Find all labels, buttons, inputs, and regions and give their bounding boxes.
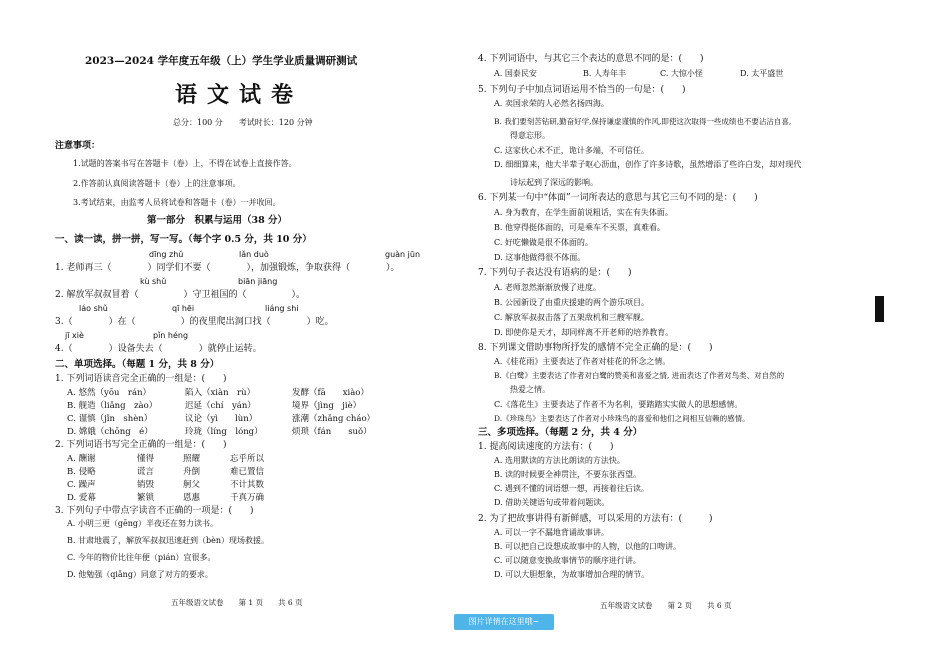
- mc1-option: 议论（yì lùn）: [185, 414, 258, 424]
- m2-option: C. 可以随意变换故事情节的顺序进行讲。: [494, 556, 641, 565]
- pinyin: láo shǔ: [79, 304, 108, 313]
- exam-title: 语文试卷: [175, 82, 304, 108]
- q4-question: 4. 下列词语中，与其它三个表达的意思不同的是：( ): [478, 54, 704, 64]
- mc2-option: 懂得: [137, 454, 155, 464]
- mc1-option: 玲珑（líng lóng）: [185, 427, 263, 437]
- mc1-option: 发酵（fā xiào）: [292, 388, 369, 398]
- image-details-banner[interactable]: 图片详情在这里哦~: [454, 614, 554, 630]
- q6-option: A. 身为教育，在学生面前说粗话，实在有失体面。: [494, 208, 673, 217]
- m1-question: 1. 提高阅读速度的方法有：( ): [478, 442, 614, 452]
- mc1-option: 涨潮（zhǎng cháo）: [292, 414, 376, 424]
- score-info: 总分：100 分 考试时长：120 分钟: [173, 118, 313, 127]
- mc2-option: 谎言: [137, 467, 155, 477]
- mc1-question: 1. 下列词语读音完全正确的一组是：( ): [55, 374, 227, 384]
- mc1-option: B. 舰造（liǎng zào）: [67, 401, 158, 411]
- q4-option: A. 国泰民安: [494, 69, 537, 78]
- mc2-option: B. 侵略: [67, 467, 96, 477]
- q5-option-cont: 得意忘形。: [510, 131, 550, 140]
- q5-option: D. 细细算来，他大半辈子呕心沥血，创作了许多诗歌，虽然增添了些许白发，却对现代: [494, 160, 802, 169]
- exam-page-2: [478, 0, 878, 672]
- pinyin: qī hēi: [172, 304, 195, 313]
- notes-title: 注意事项：: [55, 141, 101, 151]
- note-2: 2.作答前认真阅读答题卡（卷）上的注意事项。: [73, 179, 241, 188]
- q7-option: C. 解放军叔叔击落了五架敌机和三艘军舰。: [494, 313, 649, 322]
- mc1-option: 迟延（chí yán）: [185, 401, 256, 411]
- q6-option: D. 这事他做得很不体面。: [494, 253, 586, 262]
- note-3: 3.考试结束，由监考人员将试卷和答题卡（卷）一并收回。: [73, 198, 281, 207]
- pinyin: biān jiāng: [238, 277, 278, 286]
- pinyin: dīng zhǔ: [149, 250, 184, 259]
- q7-question: 7. 下列句子表达没有语病的是：( ): [478, 268, 632, 278]
- pinyin: guàn jūn: [385, 250, 421, 259]
- mc2-option: A. 酬谢: [67, 454, 96, 464]
- mc2-option: 繁锁: [137, 493, 155, 503]
- q8-option: B.《白鹭》主要表达了作者对白鹭的赞美和喜爱之情, 进而表达了作者对鸟类、对自然的: [494, 371, 785, 380]
- m2-question: 2. 为了把故事讲得有新鲜感，可以采用的方法有：( ): [478, 514, 713, 524]
- mc1-option: 陷入（xiàn rù）: [185, 388, 256, 398]
- section1-title: 一、读一读，拼一拼，写一写。（每个字 0.5 分，共 10 分）: [55, 234, 312, 245]
- q2-fill: 2. 解放军叔叔冒着（ ）守卫祖国的（ ）。: [55, 290, 305, 300]
- q5-option-cont: 诗坛起到了深远的影响。: [510, 178, 598, 187]
- exam-header: 2023—2024 学年度五年级（上）学生学业质量调研测试: [85, 55, 358, 67]
- q1-fill: 1. 老师再三（ ）同学们不要（ ），加强锻炼，争取获得（ ）。: [55, 263, 400, 273]
- m1-option: B. 读的时候要全神贯注，不要东张西望。: [494, 470, 641, 479]
- exam-page-1: [55, 0, 450, 672]
- mc1-option: C. 谨慎（jǐn shèn）: [67, 414, 153, 424]
- q6-question: 6. 下列某一句中“体面”一词所表达的意思与其它三句不同的是：( ): [478, 193, 758, 203]
- mc3-option: D. 他勉强（qiǎng）同意了对方的要求。: [67, 570, 213, 579]
- mc2-option: 舸父: [183, 480, 201, 490]
- q7-option: B. 公园新设了由重庆援建的两个游乐项目。: [494, 298, 649, 307]
- q3-fill: 3.（ ）在（ ）的夜里爬出洞口找（ ）吃。: [55, 317, 334, 327]
- mc1-option: 境界（jìng jiè）: [292, 401, 362, 411]
- q8-question: 8. 下列课文借助事物所抒发的感情不完全正确的是：( ): [478, 343, 713, 353]
- q5-option: C. 这家伙心术不正，诡计多端，不可信任。: [494, 146, 649, 155]
- pinyin: liáng shi: [265, 304, 299, 313]
- q7-option: D. 即使你是天才，却同样离不开老师的培养教育。: [494, 328, 674, 337]
- mc1-option: D. 嫦娥（chōng é）: [67, 427, 153, 437]
- q4-option: D. 太平盛世: [740, 69, 784, 78]
- section3-title: 三、多项选择。（每题 2 分，共 4 分）: [478, 427, 643, 438]
- mc2-option: 千真万确: [230, 493, 265, 503]
- page-footer: 五年级语文试卷 第 1 页 共 6 页: [171, 598, 303, 607]
- mc2-option: 恩惠: [183, 493, 201, 503]
- pinyin: pǐn héng: [153, 331, 189, 340]
- q5-option: B. 我们要刻苦钻研,勤奋好学,保持谦虚谨慎的作风,即使这次取得一些成绩也不要沾沾自喜,: [494, 117, 792, 126]
- q7-option: A. 老师忽然渐渐放慢了进度。: [494, 283, 601, 292]
- q4-fill: 4.（ ）设备失去（ ）就停止运转。: [55, 344, 262, 354]
- q6-option: B. 他穿得挺体面的，可是乘车不买票，真难看。: [494, 223, 665, 232]
- page-footer: 五年级语文试卷 第 2 页 共 6 页: [600, 601, 732, 610]
- mc3-option: B. 甘肃地震了，解放军叔叔迅速赶到（bèn）现场救援。: [67, 536, 269, 545]
- mc2-option: D. 爱幕: [67, 493, 96, 503]
- m1-option: C. 遇到不懂的词语想一想，再接着往后读。: [494, 484, 649, 493]
- q8-option: A.《桂花雨》主要表达了作者对桂花的怀念之情。: [494, 357, 671, 366]
- m1-option: D. 借助关键语句或带着问题读。: [494, 498, 610, 507]
- q4-option: B. 人寿年丰: [583, 69, 626, 78]
- part1-title: 第一部分 积累与运用（38 分）: [147, 215, 288, 226]
- q5-option: A. 卖国求荣的人必然名扬四海。: [494, 99, 609, 108]
- q8-option: C.《落花生》主要表达了作者不为名利，要踏踏实实做人的思想感情。: [494, 400, 743, 409]
- mc2-option: 照耀: [183, 454, 201, 464]
- m2-option: A. 可以一字不漏地背诵故事讲。: [494, 528, 609, 537]
- mc3-option: C. 今年的物价比往年便（pián）宜很多。: [67, 553, 216, 562]
- scan-marker: [875, 296, 884, 322]
- q8-option: D.《珍珠鸟》主要表达了作者对小珍珠鸟的喜爱和他们之间相互信赖的感情。: [494, 414, 750, 423]
- mc2-option: 舟倒: [183, 467, 201, 477]
- mc3-option: A. 小明三更（gēng）半夜还在努力读书。: [67, 519, 218, 528]
- mc2-option: 销毁: [137, 480, 155, 490]
- mc1-option: 烦琐（fán suǒ）: [292, 427, 372, 437]
- q6-option: C. 好吃懒做是很不体面的。: [494, 238, 593, 247]
- mc2-option: 难已置信: [230, 467, 265, 477]
- q5-question: 5. 下列句子中加点词语运用不恰当的一句是：( ): [478, 85, 686, 95]
- mc2-question: 2. 下列词语书写完全正确的一组是：( ): [55, 440, 227, 450]
- note-1: 1.试题的答案书写在答题卡（卷）上，不得在试卷上直接作答。: [73, 159, 297, 168]
- mc3-question: 3. 下列句子中带点字读音不正确的一项是：( ): [55, 506, 254, 516]
- mc2-option: C. 躁声: [67, 480, 96, 490]
- pinyin: jī xiè: [65, 331, 84, 340]
- q4-option: C. 大惊小怪: [660, 69, 703, 78]
- section2-title: 二、单项选择。（每题 1 分，共 8 分）: [55, 359, 220, 370]
- pinyin: kù shǔ: [140, 277, 167, 286]
- pinyin: lǎn duò: [239, 250, 269, 259]
- mc2-option: 不计其数: [230, 480, 265, 490]
- m1-option: A. 选用默读的方法比朗读的方法快。: [494, 456, 625, 465]
- mc2-option: 忘乎所以: [230, 454, 265, 464]
- m2-option: D. 可以大胆想象，为故事增加合理的情节。: [494, 570, 650, 579]
- q8-option-cont: 热爱之情。: [510, 385, 550, 394]
- m2-option: B. 可以把自己设想成故事中的人物，以他的口吻讲。: [494, 542, 681, 551]
- mc1-option: A. 悠然（yōu rán）: [67, 388, 152, 398]
